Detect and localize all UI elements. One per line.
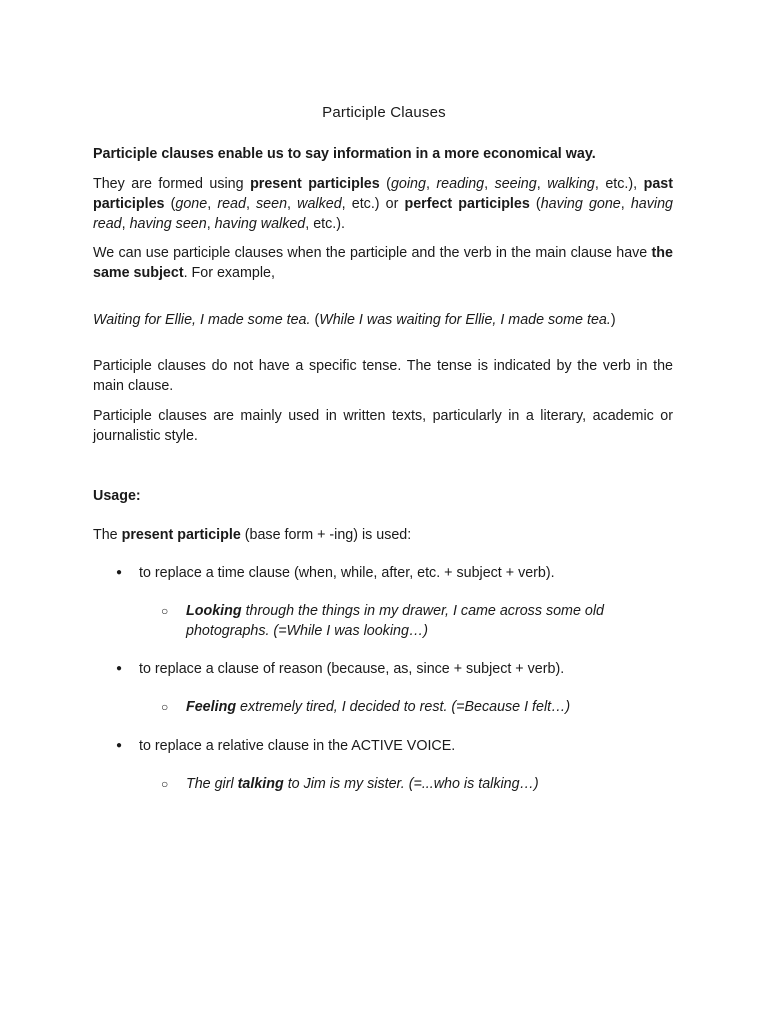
- formation-paragraph: They are formed using present participles (going, reading, seeing, walking, etc.), past participles (gone, read, seen, walked, etc.) or perfect participles (having gone, having read, having seen, having walked, etc.).: [93, 176, 673, 232]
- style-paragraph: Participle clauses are mainly used in written texts, particularly in a literary, academic or journalistic style.: [93, 408, 673, 444]
- term-present-participle: present participle: [121, 527, 241, 543]
- term-present-participles: present participles: [250, 176, 380, 192]
- page-title: Participle Clauses: [322, 104, 446, 121]
- usage-example-feeling: Feeling extremely tired, I decided to rest. (=Because I felt…): [186, 699, 571, 715]
- same-subject-paragraph: We can use participle clauses when the participle and the verb in the main clause have the same subject. For example,: [93, 245, 673, 281]
- usage-item-reason-clause: to replace a clause of reason (because, as, since + subject + verb).: [139, 661, 565, 677]
- sub-bullet-circle-icon: ○: [161, 700, 169, 714]
- term-past-participles: past participles: [93, 176, 673, 212]
- present-participle-intro: The present participle (base form + -ing) is used:: [93, 527, 412, 543]
- example-sentence: Waiting for Ellie, I made some tea. (While I was waiting for Ellie, I made some tea.): [93, 312, 616, 328]
- usage-heading: Usage:: [93, 488, 141, 504]
- term-same-subject: the same subject: [93, 245, 673, 281]
- bullet-dot-icon: ●: [116, 663, 123, 674]
- bullet-dot-icon: ●: [116, 567, 123, 578]
- tense-paragraph: Participle clauses do not have a specific tense. The tense is indicated by the verb in the main clause.: [93, 358, 673, 394]
- usage-item-time-clause: to replace a time clause (when, while, after, etc. + subject + verb).: [139, 565, 555, 581]
- bullet-dot-icon: ●: [116, 740, 123, 751]
- sub-bullet-circle-icon: ○: [161, 777, 169, 791]
- intro-statement: Participle clauses enable us to say information in a more economical way.: [93, 146, 596, 162]
- usage-item-relative-clause: to replace a relative clause in the ACTIVE VOICE.: [139, 738, 456, 754]
- sub-bullet-circle-icon: ○: [161, 604, 169, 618]
- term-perfect-participles: perfect participles: [404, 196, 530, 212]
- usage-example-talking: The girl talking to Jim is my sister. (=...who is talking…): [186, 776, 539, 792]
- usage-example-looking: Looking through the things in my drawer, I came across some old photographs. (=While I was looking…): [186, 603, 604, 639]
